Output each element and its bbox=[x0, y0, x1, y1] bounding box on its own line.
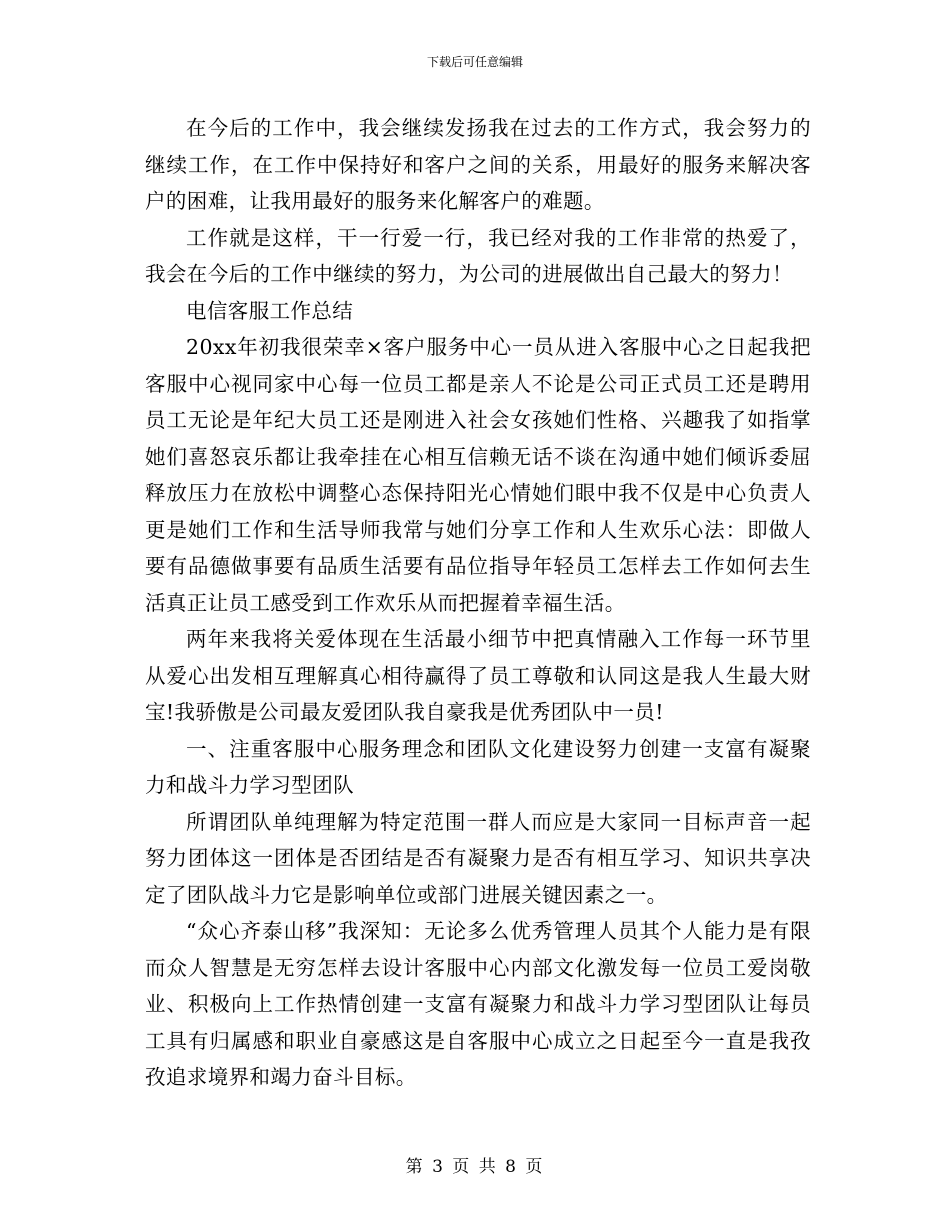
section-heading: 一、注重客服中心服务理念和团队文化建设努力创建一支富有凝聚力和战斗力学习型团队 bbox=[145, 736, 811, 797]
paragraph: 工作就是这样，干一行爱一行，我已经对我的工作非常的热爱了，我会在今后的工作中继续的努力，为公司的进展做出自己最大的努力！ bbox=[145, 225, 811, 286]
section-title: 电信客服工作总结 bbox=[186, 298, 354, 323]
paragraph: 在今后的工作中，我会继续发扬我在过去的工作方式，我会努力的继续工作，在工作中保持好和客户之间的关系，用最好的服务来解决客户的困难，让我用最好的服务来化解客户的难题。 bbox=[145, 116, 811, 213]
paragraph: 20xx年初我很荣幸×客户服务中心一员从进入客服中心之日起我把客服中心视同家中心每一位员工都是亲人不论是公司正式员工还是聘用员工无论是年纪大员工还是刚进入社会女孩她们性格、兴趣我了如指掌她们喜怒哀乐都让我牵挂在心相互信赖无话不谈在沟通中她们倾诉委屈释放压力在放松中调整心态保持阳光心情她们眼中我不仅是中心负责人更是她们工作和生活导师我常与她们分享工作和人生欢乐心法：即做人要有品德做事要有品质生活要有品位指导年轻员工怎样去工作如何去生活真正让员工感受到工作欢乐从而把握着幸福生活。 bbox=[145, 335, 811, 615]
paragraph: 所谓团队单纯理解为特定范围一群人而应是大家同一目标声音一起努力团体这一团体是否团结是否有凝聚力是否有相互学习、知识共享决定了团队战斗力它是影响单位或部门进展关键因素之一。 bbox=[145, 809, 811, 907]
page-header: 下载后可任意编辑 bbox=[426, 55, 523, 69]
paragraph: “众心齐泰山移”我深知：无论多么优秀管理人员其个人能力是有限而众人智慧是无穷怎样去设计客服中心内部文化激发每一位员工爱岗敬业、积极向上工作热情创建一支富有凝聚力和战斗力学习型团队让每员工具有归属感和职业自豪感这是自客服中心成立之日起至今一直是我孜孜追求境界和竭力奋斗目标。 bbox=[145, 919, 811, 1089]
document-body bbox=[145, 110, 811, 1096]
paragraph: 两年来我将关爱体现在生活最小细节中把真情融入工作每一环节里从爱心出发相互理解真心相待赢得了员工尊敬和认同这是我人生最大财宝!我骄傲是公司最友爱团队我自豪我是优秀团队中一员! bbox=[145, 627, 811, 724]
page-number-footer: 第 3 页 共 8 页 bbox=[405, 1157, 545, 1177]
